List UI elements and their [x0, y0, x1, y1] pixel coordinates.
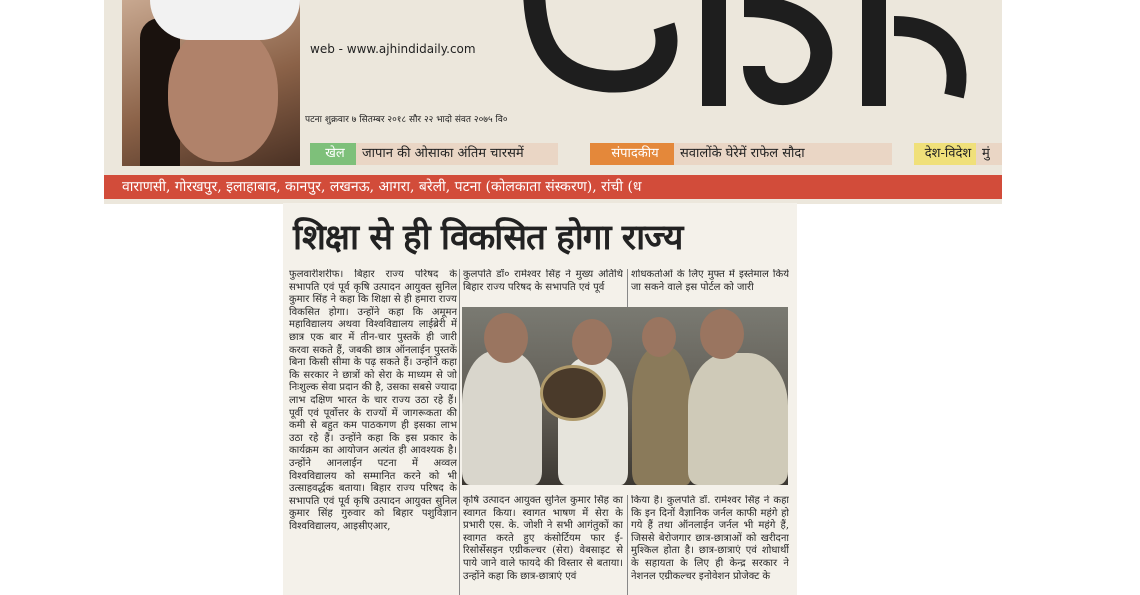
article-column-3-bottom: किया है। कुलपति डॉ. रामेश्वर सिंह ने कहा कि इन दिनों वैज्ञानिक जर्नल काफी महंगे हो गये हैं तथा ऑनलाईन जर्नल भी महंगे हैं, जिससे बेरोजगार छात्र-छात्राओं को खरीदना मुश्किल होता है। छात्र-छात्राएं एवं शोधार्थी के सहायता के लिए ही केन्द्र सरकार ने नेशनल एग्रीकल्चर इनोवेशन प्रोजेक्ट के — [631, 495, 789, 582]
headline-strip — [304, 141, 1002, 167]
brand-logo — [514, 0, 974, 126]
dateline: पटना शुक्रवार ७ सितम्बर २०१८ सौर २२ भादो संवत २०७५ वि० — [305, 115, 508, 125]
section-tag-world: देश-विदेश — [914, 143, 982, 165]
column-divider — [459, 269, 460, 595]
section-tag-sports: खेल — [310, 143, 360, 165]
memento-plaque — [540, 365, 606, 421]
article-column-1: फुलवारीशरीफ। बिहार राज्य परिषद के सभापति एवं पूर्व कृषि उत्पादन आयुक्त सुनिल कुमार सिंह ने कहा कि शिक्षा से ही हमारा राज्य विकसित होगा। उन्होंने कहा कि अमूमन महाविद्यालय अथवा विश्वविद्यालय लाईब्रेरी में छात्र एक बार में तीन-चार पुस्तकें ही जारी करवा सकते हैं, जबकी छात्र ऑनलाईन पुस्तकें बिना किसी सीमा के पढ़ सकते हैं। उन्होंने कहा कि सरकार ने छात्रों को सेरा के माध्यम से जो निःशुल्क सेवा प्रदान की है, उसका सबसे ज्यादा लाभ दक्षिण भारत के चार राज्य उठा रहे हैं। पूर्वी एवं पूर्वोत्तर के राज्यों में जागरूकता की कमी से बहुत कम पाठकगण ही इसका लाभ उठा रहे हैं। उन्होंने कहा कि इस प्रकार के कार्यक्रम का आयोजन अत्यंत ही आवश्यक है। उन्होंने आनलाईन पटना में अव्वल विश्वविद्यालय को सम्मानित करने को भी उत्साहवर्द्धक बताया। बिहार राज्य परिषद के सभापति एवं पूर्व कृषि उत्पादन आयुक्त सुनिल कुमार सिंह गुरुवार को बिहार पशुविज्ञान विश्वविद्यालय, आइसीएआर, — [289, 269, 457, 532]
column-divider — [627, 495, 628, 595]
column-divider — [627, 269, 628, 307]
article-column-2-top: कुलपति डॉ० रामेश्वर सिंह ने मुख्य अतिथि बिहार राज्य परिषद के सभापति एवं पूर्व — [463, 269, 623, 293]
newspaper-masthead — [104, 0, 1002, 204]
teaser-headline-sports: जापान की ओसाका अंतिम चारसमें — [356, 143, 558, 165]
article-column-3-top: शोधकर्ताओं के लिए मुफ्त में इस्तेमाल किये जा सकने वाले इस पोर्टल को जारी — [631, 269, 789, 293]
athlete-photo — [122, 0, 300, 166]
website-url: web - www.ajhindidaily.com — [310, 42, 476, 56]
event-photo — [462, 307, 788, 485]
article-column-2-bottom: कृषि उत्पादन आयुक्त सुनिल कुमार सिंह का स्वागत किया। स्वागत भाषण में सेरा के प्रभारी एस. के. जोशी ने सभी आगंतुकों का स्वागत करते हुए कंसोर्टियम फार ई-रिसोर्सेसइन एग्रीकल्चर (सेरा) वेबसाइट से पाये जाने वाले फायदे की विस्तार से बताया। उन्होंने कहा कि छात्र-छात्राएं एवं — [463, 495, 623, 582]
edition-cities-bar: वाराणसी, गोरखपुर, इलाहाबाद, कानपुर, लखनऊ, आगरा, बरेली, पटना (कोलकाता संस्करण), रांची (ध — [104, 175, 1002, 199]
brand-logo-graphic — [514, 0, 974, 126]
article-headline: शिक्षा से ही विकसित होगा राज्य — [293, 217, 683, 258]
teaser-headline-editorial: सवालोंके घेरेमें राफेल सौदा — [674, 143, 892, 165]
section-tag-editorial: संपादकीय — [590, 143, 680, 165]
teaser-headline-world: मुं — [976, 143, 1002, 165]
article-clipping — [283, 203, 797, 595]
